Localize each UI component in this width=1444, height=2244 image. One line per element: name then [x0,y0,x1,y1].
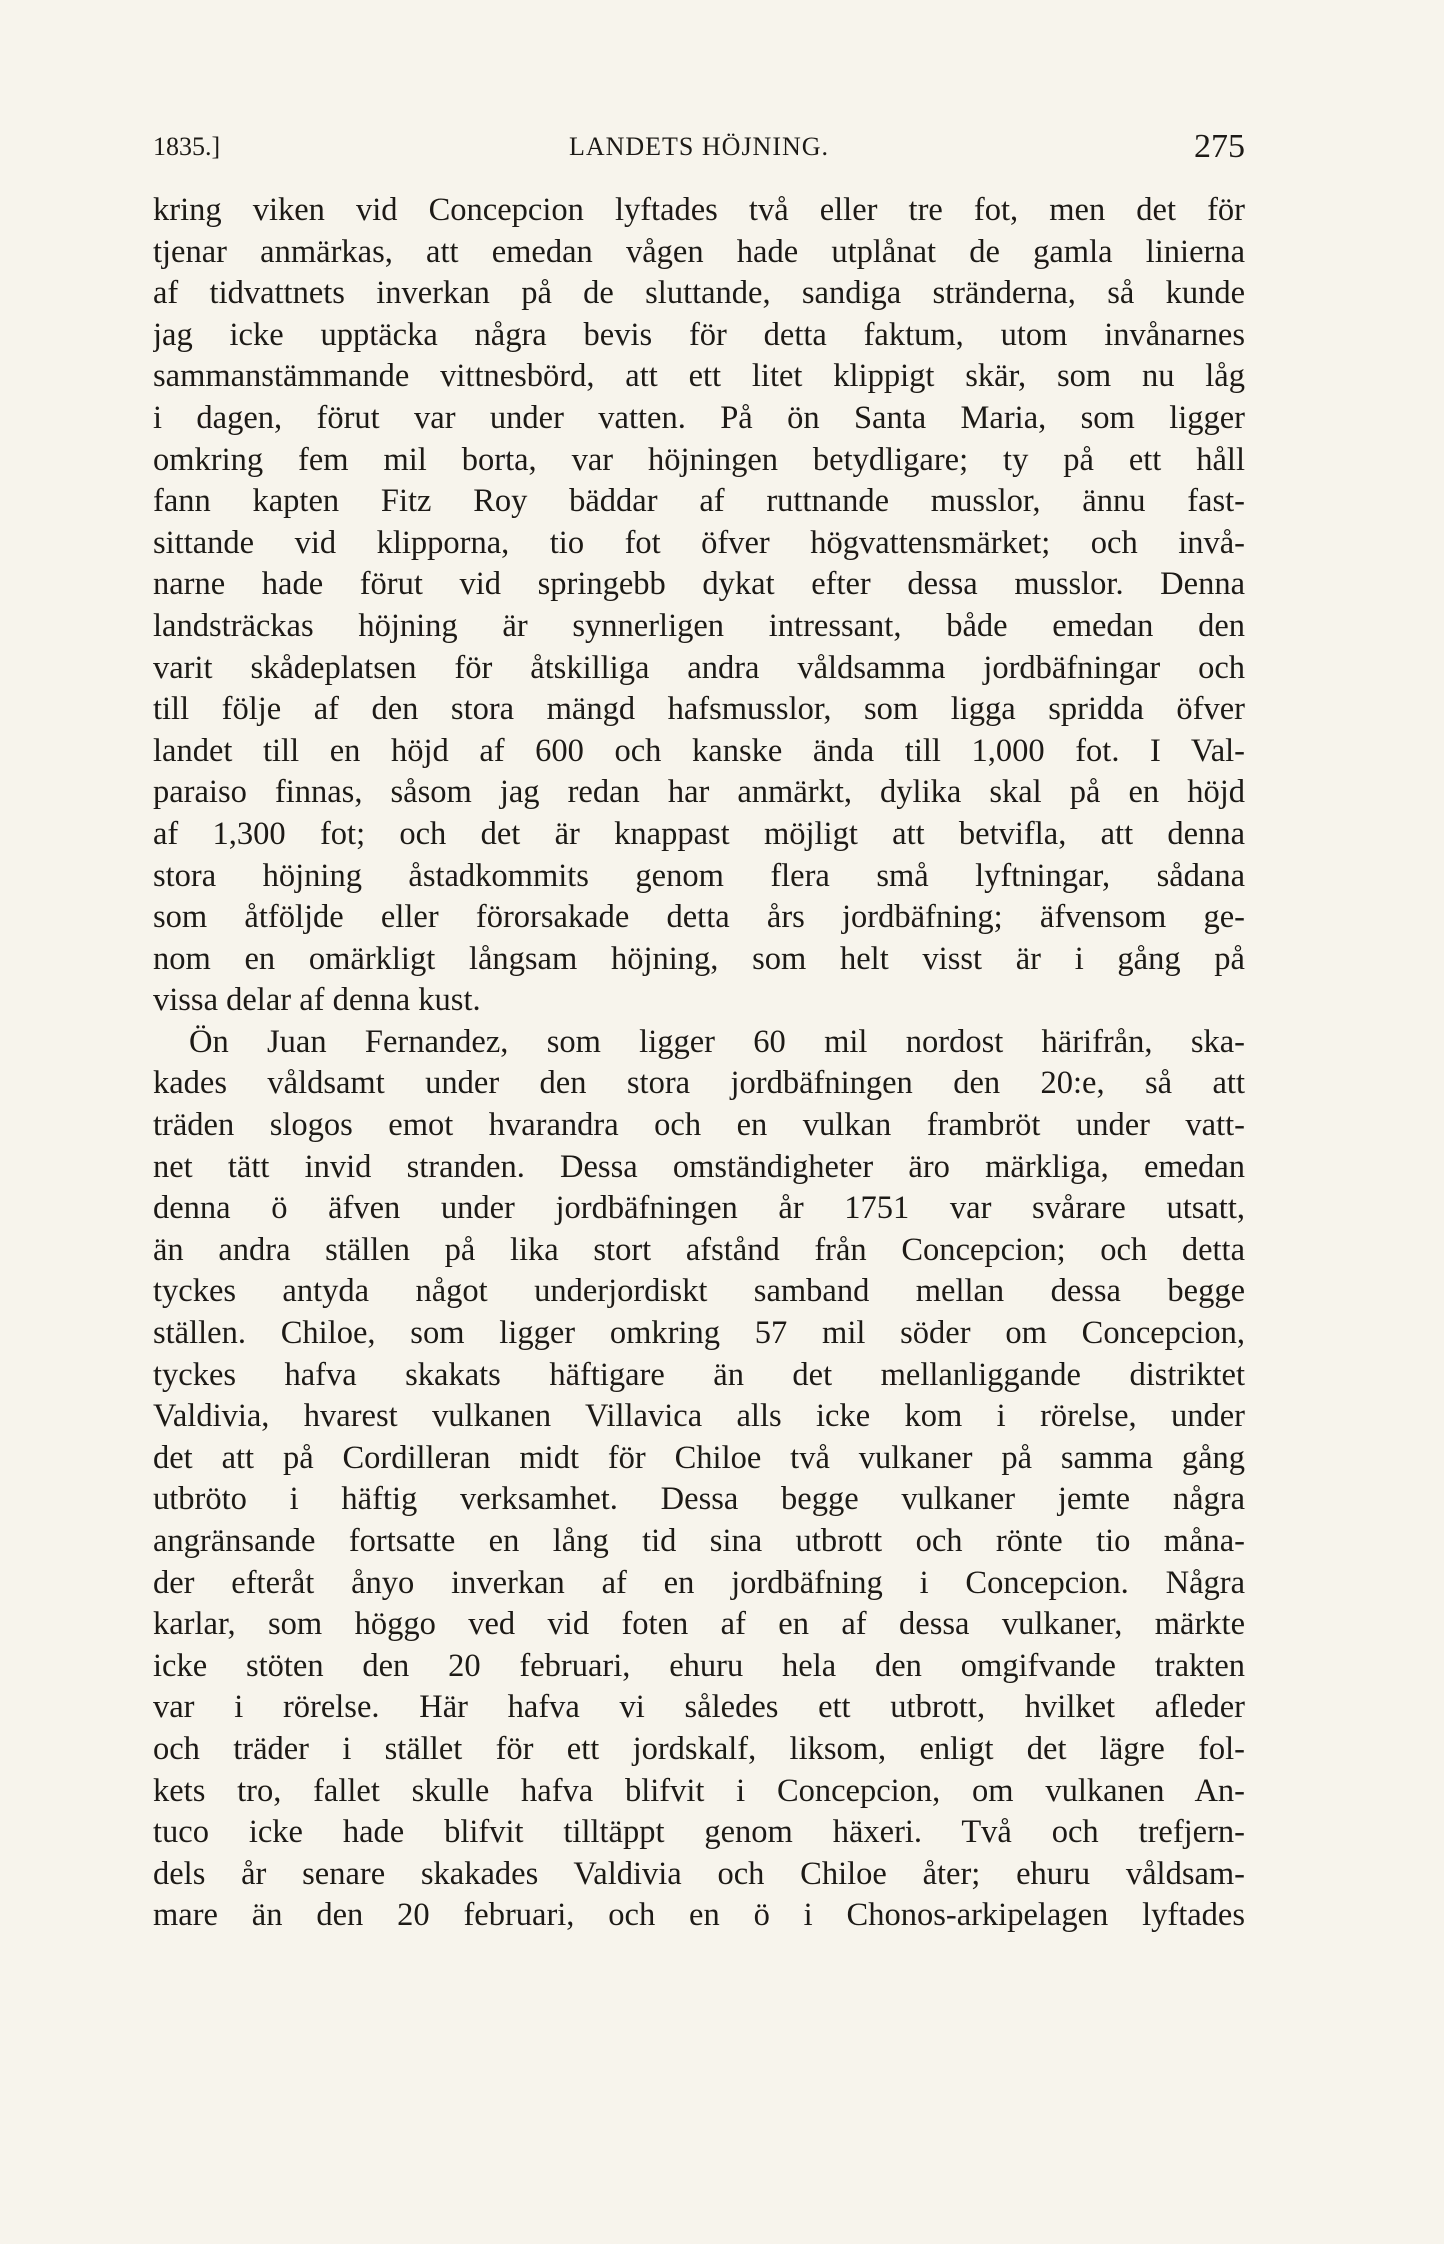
text-line: fann kapten Fitz Roy bäddar af ruttnande musslor, ännu fast- [153,483,1245,520]
text-line: landet till en höjd af 600 och kanske ända till 1,000 fot. I Val- [153,732,1245,769]
text-line: paraiso finnas, såsom jag redan har anmärkt, dylika skal på en höjd [153,774,1245,811]
header-title: LANDETS HÖJNING. [568,132,830,161]
running-header [153,128,1245,172]
text-line: var i rörelse. Här hafva vi således ett utbrott, hvilket afleder [153,1689,1245,1726]
text-line: tjenar anmärkas, att emedan vågen hade utplånat de gamla linierna [153,233,1245,270]
text-line: än andra ställen på lika stort afstånd från Concepcion; och detta [153,1231,1245,1268]
text-line: icke stöten den 20 februari, ehuru hela den omgifvande trakten [153,1647,1245,1684]
text-line: tyckes hafva skakats häftigare än det mellanliggande distriktet [153,1356,1245,1393]
text-line: kring viken vid Concepcion lyftades två eller tre fot, men det för [153,192,1245,228]
text-line: vissa delar af denna kust. [153,982,481,1019]
text-line: det att på Cordilleran midt för Chiloe två vulkaner på samma gång [153,1439,1245,1476]
text-line: varit skådeplatsen för åtskilliga andra våldsamma jordbäfningar och [153,649,1245,686]
text-line: narne hade förut vid springebb dykat efter dessa musslor. Denna [153,566,1245,603]
text-line: af tidvattnets inverkan på de sluttande, sandiga stränderna, så kunde [153,275,1245,312]
body-text [153,190,1245,1937]
text-line: af 1,300 fot; och det är knappast möjligt att betvifla, att denna [153,815,1245,852]
text-line: jag icke upptäcka några bevis för detta faktum, utom invånarnes [153,316,1245,353]
text-line: som åtföljde eller förorsakade detta års jordbäfning; äfvensom ge- [153,899,1245,936]
text-line: och träder i stället för ett jordskalf, liksom, enligt det lägre fol- [153,1730,1245,1767]
page-number: 275 [1194,128,1245,165]
text-line: i dagen, förut var under vatten. På ön Santa Maria, som ligger [153,399,1245,436]
text-line: angränsande fortsatte en lång tid sina utbrott och rönte tio måna- [153,1523,1245,1559]
text-line: mare än den 20 februari, och en ö i Chonos-arkipelagen lyftades [153,1897,1245,1934]
text-line: Ön Juan Fernandez, som ligger 60 mil nordost härifrån, ska- [189,1023,1245,1060]
text-line: net tätt invid stranden. Dessa omständigheter äro märkliga, emedan [153,1148,1245,1185]
text-line: träden slogos emot hvarandra och en vulkan frambröt under vatt- [153,1107,1245,1144]
text-line: landsträckas höjning är synnerligen intressant, både emedan den [153,607,1245,644]
header-year: 1835.] [153,132,221,161]
text-line: Valdivia, hvarest vulkanen Villavica alls icke kom i rörelse, under [153,1398,1245,1435]
paragraph-1 [153,190,1245,1022]
text-line: kets tro, fallet skulle hafva blifvit i Concepcion, om vulkanen An- [153,1772,1245,1809]
text-line: omkring fem mil borta, var höjningen betydligare; ty på ett håll [153,441,1245,478]
text-line: nom en omärkligt långsam höjning, som helt visst är i gång på [153,940,1245,977]
text-line: utbröto i häftig verksamhet. Dessa begge vulkaner jemte några [153,1481,1245,1518]
text-line: karlar, som höggo ved vid foten af en af dessa vulkaner, märkte [153,1606,1245,1643]
text-line: tuco icke hade blifvit tilltäppt genom häxeri. Två och trefjern- [153,1814,1245,1851]
text-line: der efteråt ånyo inverkan af en jordbäfning i Concepcion. Några [153,1564,1245,1601]
text-line: dels år senare skakades Valdivia och Chiloe åter; ehuru våldsam- [153,1855,1245,1892]
text-line: denna ö äfven under jordbäfningen år 1751 var svårare utsatt, [153,1190,1245,1227]
text-line: sittande vid klipporna, tio fot öfver högvattensmärket; och invå- [153,524,1245,561]
text-line: sammanstämmande vittnesbörd, att ett litet klippigt skär, som nu låg [153,358,1245,395]
text-line: till följe af den stora mängd hafsmusslor, som ligga spridda öfver [153,691,1245,728]
text-line: stora höjning åstadkommits genom flera små lyftningar, sådana [153,857,1245,894]
text-line: kades våldsamt under den stora jordbäfningen den 20:e, så att [153,1065,1245,1102]
paragraph-2 [153,1022,1245,1937]
text-line: tyckes antyda något underjordiskt samband mellan dessa begge [153,1273,1245,1310]
text-line: ställen. Chiloe, som ligger omkring 57 mil söder om Concepcion, [153,1315,1245,1352]
